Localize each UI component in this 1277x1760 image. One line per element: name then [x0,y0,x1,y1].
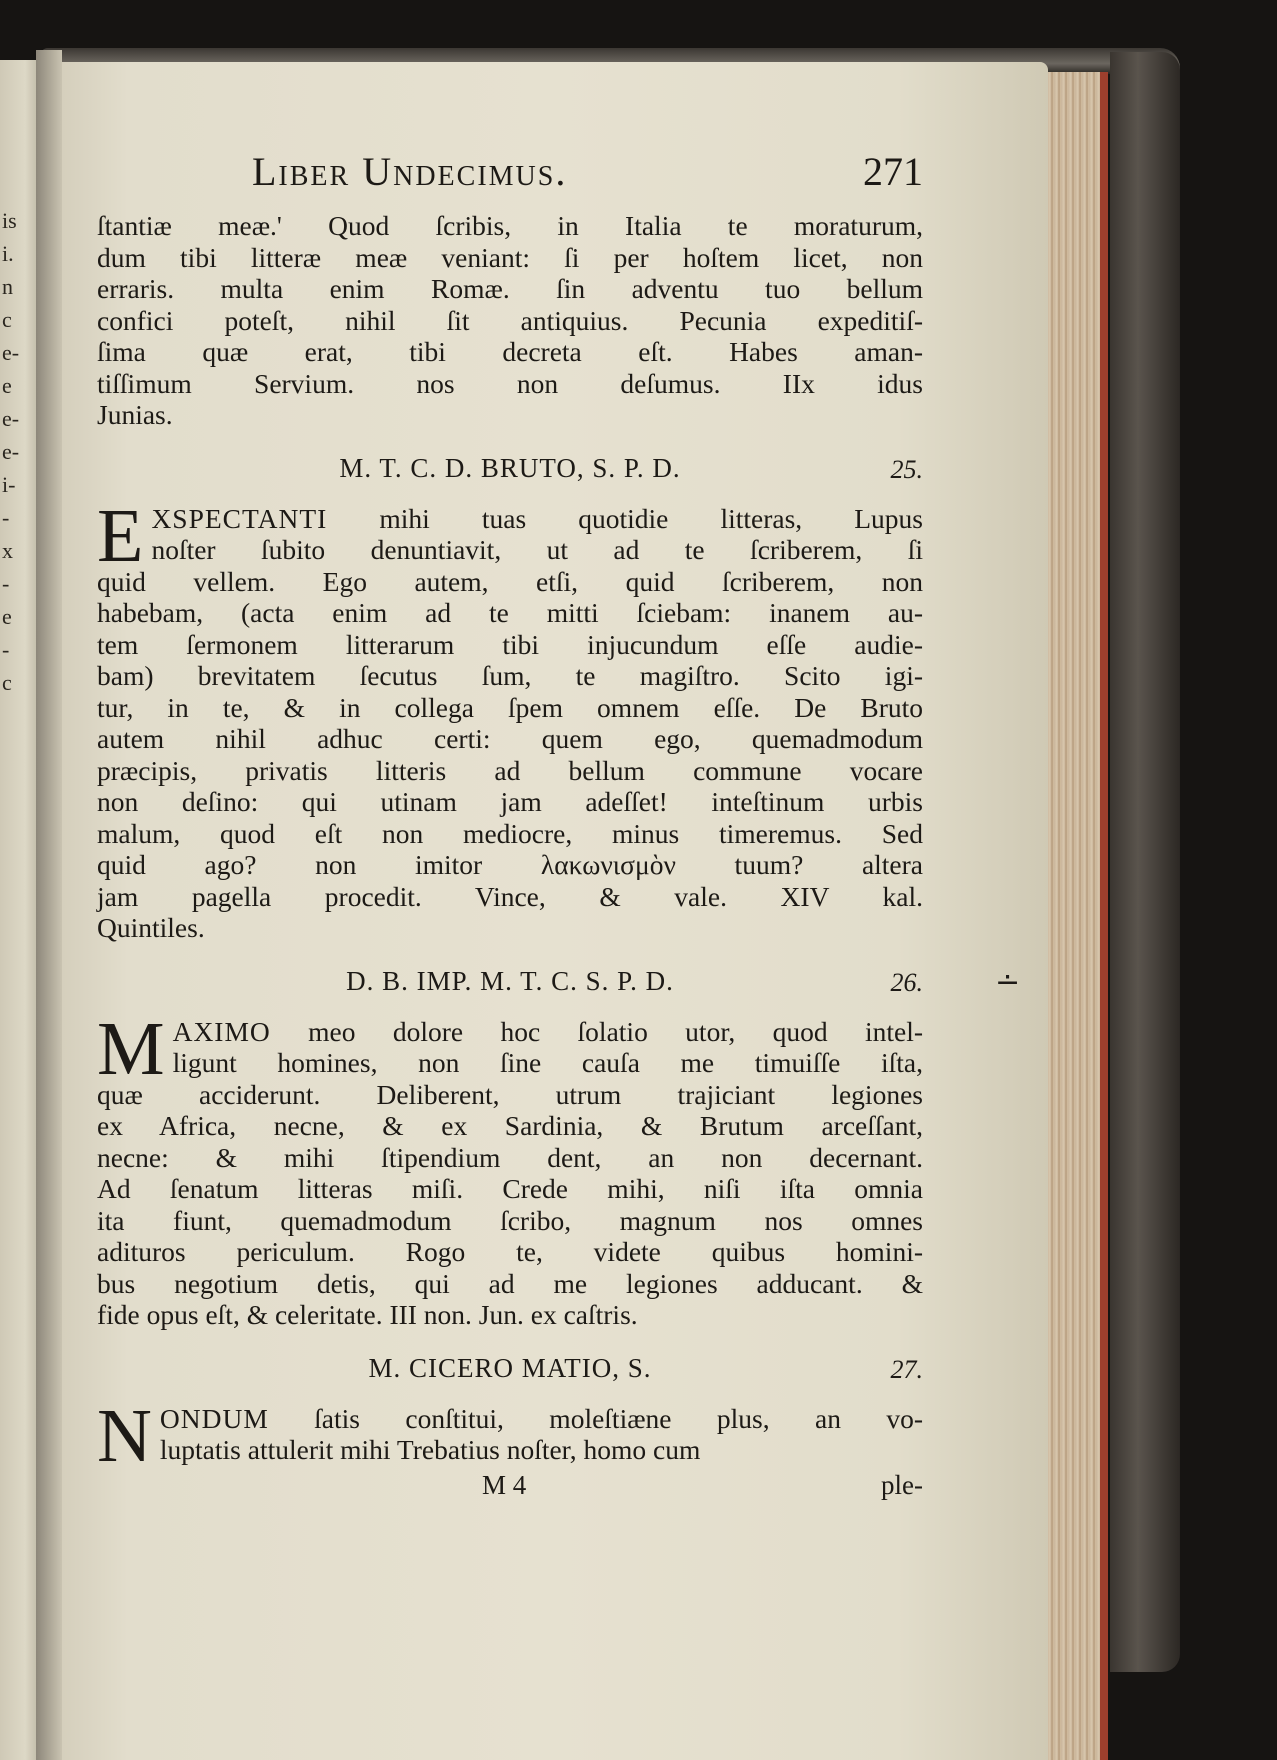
book-cover-spine [1110,52,1180,1672]
text-line: habebam, (acta enim ad te mitti ſciebam: inanem au- [97,597,923,628]
opening-word: XSPECTANTI [151,502,328,534]
previous-page-fragment: i. [2,241,14,266]
text-line: bus negotium detis, qui ad me legiones adducant. & [97,1267,923,1299]
line-text: meo dolore hoc ſolatio utor, quod intel- [308,1015,924,1047]
previous-page-fragment: e- [2,406,20,431]
previous-page-fragment: e [2,373,12,398]
letter-body [97,1393,923,1478]
text-line: luptatis attulerit mihi Trebatius noſter, homo cum [159,1434,701,1465]
previous-page-fragment: c [2,307,12,332]
drop-cap: M [97,1006,165,1091]
letter-number: 26. [890,967,923,997]
continuation-paragraph [97,210,923,431]
text-line: ſima quæ erat, tibi decreta eſt. Habes aman- [97,336,923,367]
page-header [97,140,923,210]
text-line: tem ſermonem litterarum tibi injucundum eſſe audie- [97,628,923,660]
catchword: ple- [881,1469,923,1500]
line-text: mihi tuas quotidie litteras, Lupus [379,502,923,534]
text-line [97,1016,923,1048]
text-line: dum tibi litteræ meæ veniant: ſi per hoſtem licet, non [97,241,923,273]
text-line: confici poteſt, nihil ſit antiquius. Pecunia expeditiſ- [97,304,923,336]
text-line: necne: & mihi ſtipendium dent, an non decernant. [97,1141,923,1173]
text-line: ex Africa, necne, & ex Sardinia, & Brutum arceſſant, [97,1110,923,1141]
text-line: jam pagella procedit. Vince, & vale. XIV kal. [97,880,923,912]
page-edges [1040,72,1100,1760]
running-head: Liber Undecimus. [252,149,568,194]
previous-page-fragment: - [2,637,10,662]
text-line: non deſino: qui utinam jam adeſſet! inteſtinum urbis [97,786,923,817]
previous-page-fragment: c [2,670,12,695]
text-line: Junias. [97,399,173,430]
text-line: adituros periculum. Rogo te, videte quibus homini- [97,1236,923,1267]
letter-body [97,493,923,944]
text-line: præcipis, privatis litteris ad bellum commune vocare [97,754,923,786]
letter-number: 25. [890,454,923,484]
text-line: fide opus eſt, & celeritate. III non. Jun. ex caſtris. [97,1299,638,1330]
text-line: ita fiunt, quemadmodum ſcribo, magnum nos omnes [97,1204,923,1236]
signature-mark: M 4 [482,1469,527,1500]
previous-page-fragment: e- [2,439,20,464]
letter-salutation: D. B. IMP. M. T. C. S. P. D. [346,965,674,996]
previous-page-fragment: is [2,208,17,233]
page-number: 271 [863,149,923,194]
text-line: ligunt homines, non ſine cauſa me timuiſſe iſta, [172,1047,923,1078]
text-line: Ad ſenatum litteras miſi. Crede mihi, niſi iſta omnia [97,1173,923,1204]
letter-salutation: M. CICERO MATIO, S. [368,1352,652,1383]
previous-page-fragment: - [2,505,10,530]
letter-body [97,1006,924,1331]
text-line: bam) brevitatem ſecutus ſum, te magiſtro. Scito igi- [97,660,923,691]
previous-page-fragment: n [2,274,13,299]
page-footer [97,1470,923,1506]
letter-heading [97,1353,923,1393]
previous-page-fragment: - [2,571,10,596]
previous-page-fragment: i- [2,472,16,497]
previous-page-fragment: x [2,538,13,563]
drop-cap: E [97,493,144,578]
text-line: quid vellem. Ego autem, etſi, quid ſcriberem, non [97,565,923,597]
text-line: quid ago? non imitor λακωνισμὸν tuum? altera [97,849,923,880]
text-line: tur, in te, & in collega ſpem omnem eſſe. De Bruto [97,691,923,723]
page-text-block [97,140,923,1506]
opening-word: AXIMO [172,1015,271,1047]
text-line: ſtantiæ meæ.' Quod ſcribis, in Italia te moraturum, [97,210,923,241]
text-line: quæ acciderunt. Deliberent, utrum trajiciant legiones [97,1078,923,1110]
text-line: tiſſimum Servium. nos non deſumus. IIx idus [97,367,923,399]
margin-mark: ∸ [995,966,1021,999]
opening-word: ONDUM [159,1402,269,1434]
text-line: noſter ſubito denuntiavit, ut ad te ſcriberem, ſi [151,534,923,565]
letter-salutation: M. T. C. D. BRUTO, S. P. D. [339,452,681,483]
text-line: Quintiles. [97,912,205,943]
letter-heading [97,966,923,1006]
text-line: malum, quod eſt non mediocre, minus timeremus. Sed [97,817,923,849]
text-line: autem nihil adhuc certi: quem ego, quemadmodum [97,723,923,754]
gutter-shadow [36,50,62,1760]
previous-page-fragment: e- [2,340,20,365]
line-text: ſatis conſtitui, moleſtiæne plus, an vo- [314,1402,923,1434]
text-line [97,503,923,535]
letter-number: 27. [890,1354,923,1384]
drop-cap: N [97,1393,152,1478]
previous-page-fragment: e [2,604,12,629]
text-line [97,1403,923,1435]
letter-heading [97,453,923,493]
letters-container [97,452,924,1478]
text-line: erraris. multa enim Romæ. ſin adventu tuo bellum [97,273,923,304]
